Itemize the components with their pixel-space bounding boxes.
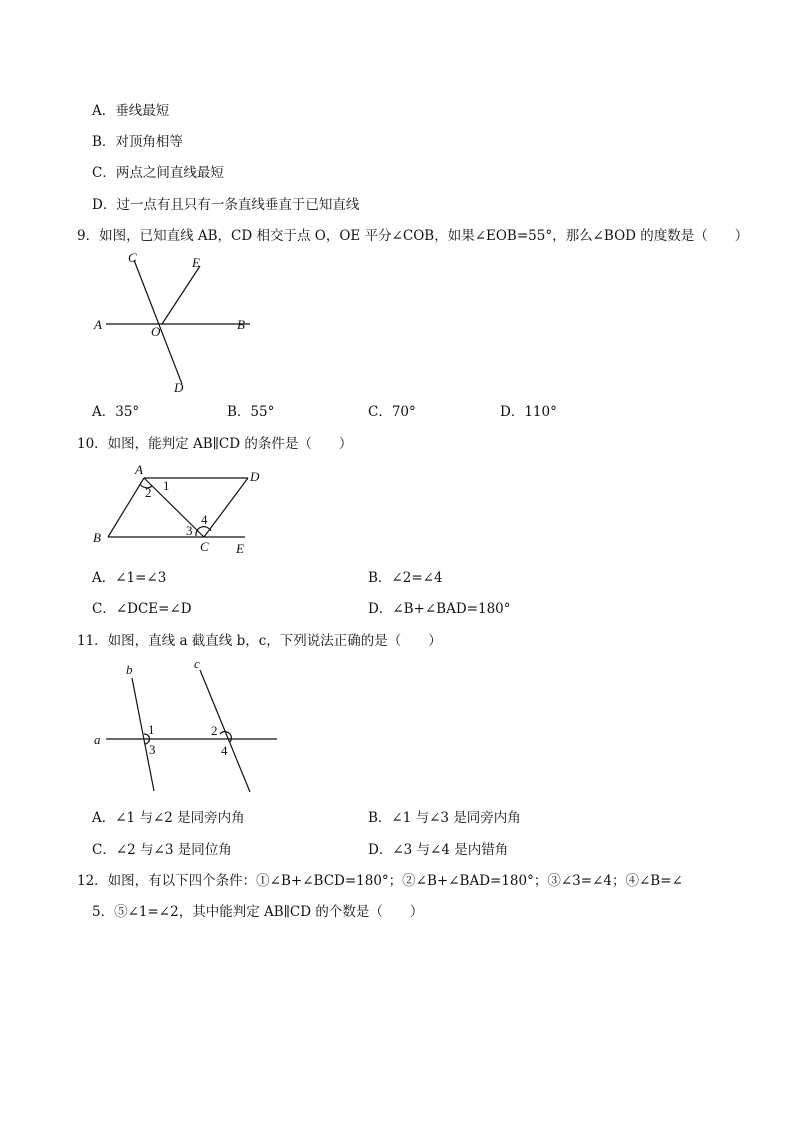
label-angle-2: 2	[211, 723, 218, 738]
label-a: A	[94, 317, 102, 332]
label-angle-2: 2	[145, 485, 152, 500]
q11-option-d: D．∠3 与∠4 是内错角	[368, 842, 509, 858]
q12-stem-line1: 12．如图，有以下四个条件：①∠B+∠BCD=180°；②∠B+∠BAD=180°；③∠3=∠4；④∠B=∠	[77, 873, 683, 889]
label-angle-3: 3	[149, 742, 156, 757]
q10-option-a: A．∠1=∠3	[92, 570, 167, 586]
line-cd	[204, 478, 248, 537]
label-angle-4: 4	[201, 512, 208, 527]
q9-option-b: B．55°	[227, 404, 275, 420]
q11-option-b: B．∠1 与∠3 是同旁内角	[368, 810, 521, 826]
q11-figure	[90, 656, 285, 801]
q12-stem-line2: 5．⑤∠1=∠2，其中能判定 AB∥CD 的个数是（ ）	[92, 904, 424, 920]
line-cd	[134, 260, 182, 384]
q11-option-c: C．∠2 与∠3 是同位角	[92, 842, 232, 858]
line-ba	[108, 478, 144, 537]
q8-option-b: B．对顶角相等	[92, 134, 183, 150]
q9-stem: 9．如图，已知直线 AB，CD 相交于点 O，OE 平分∠COB，如果∠EOB=55°，那么∠BOD 的度数是（ ）	[77, 228, 749, 244]
q8-option-d: D．过一点有且只有一条直线垂直于已知直线	[92, 197, 360, 213]
label-c: C	[200, 539, 209, 554]
q11-stem: 11．如图，直线 a 截直线 b，c，下列说法正确的是（ ）	[77, 633, 442, 649]
label-angle-1: 1	[163, 478, 170, 493]
label-a: A	[135, 462, 143, 477]
label-b: b	[126, 662, 133, 677]
label-c: C	[128, 250, 137, 265]
q9-figure	[90, 248, 260, 398]
label-b: B	[237, 317, 245, 332]
label-angle-1: 1	[148, 722, 155, 737]
q11-option-a: A．∠1 与∠2 是同旁内角	[92, 810, 245, 826]
label-angle-3: 3	[186, 523, 193, 538]
q9-option-c: C．70°	[368, 404, 416, 420]
label-d: D	[174, 380, 184, 395]
q10-option-c: C．∠DCE=∠D	[92, 601, 192, 617]
q10-option-b: B．∠2=∠4	[368, 570, 443, 586]
label-a: a	[94, 732, 101, 747]
label-c: c	[194, 656, 200, 671]
q10-stem: 10．如图，能判定 AB∥CD 的条件是（ ）	[77, 436, 353, 452]
q8-option-a: A．垂线最短	[92, 103, 170, 119]
label-o: O	[151, 324, 161, 339]
ray-oe	[162, 266, 200, 324]
label-d: D	[250, 469, 260, 484]
q10-figure	[90, 460, 260, 558]
q9-option-a: A．35°	[92, 404, 140, 420]
label-b: B	[93, 530, 101, 545]
label-angle-4: 4	[221, 743, 228, 758]
q9-option-d: D．110°	[500, 404, 557, 420]
label-e: E	[236, 541, 244, 556]
label-e: E	[192, 255, 200, 270]
q10-option-d: D．∠B+∠BAD=180°	[368, 601, 511, 617]
q8-option-c: C．两点之间直线最短	[92, 165, 224, 181]
line-ac	[144, 478, 204, 537]
